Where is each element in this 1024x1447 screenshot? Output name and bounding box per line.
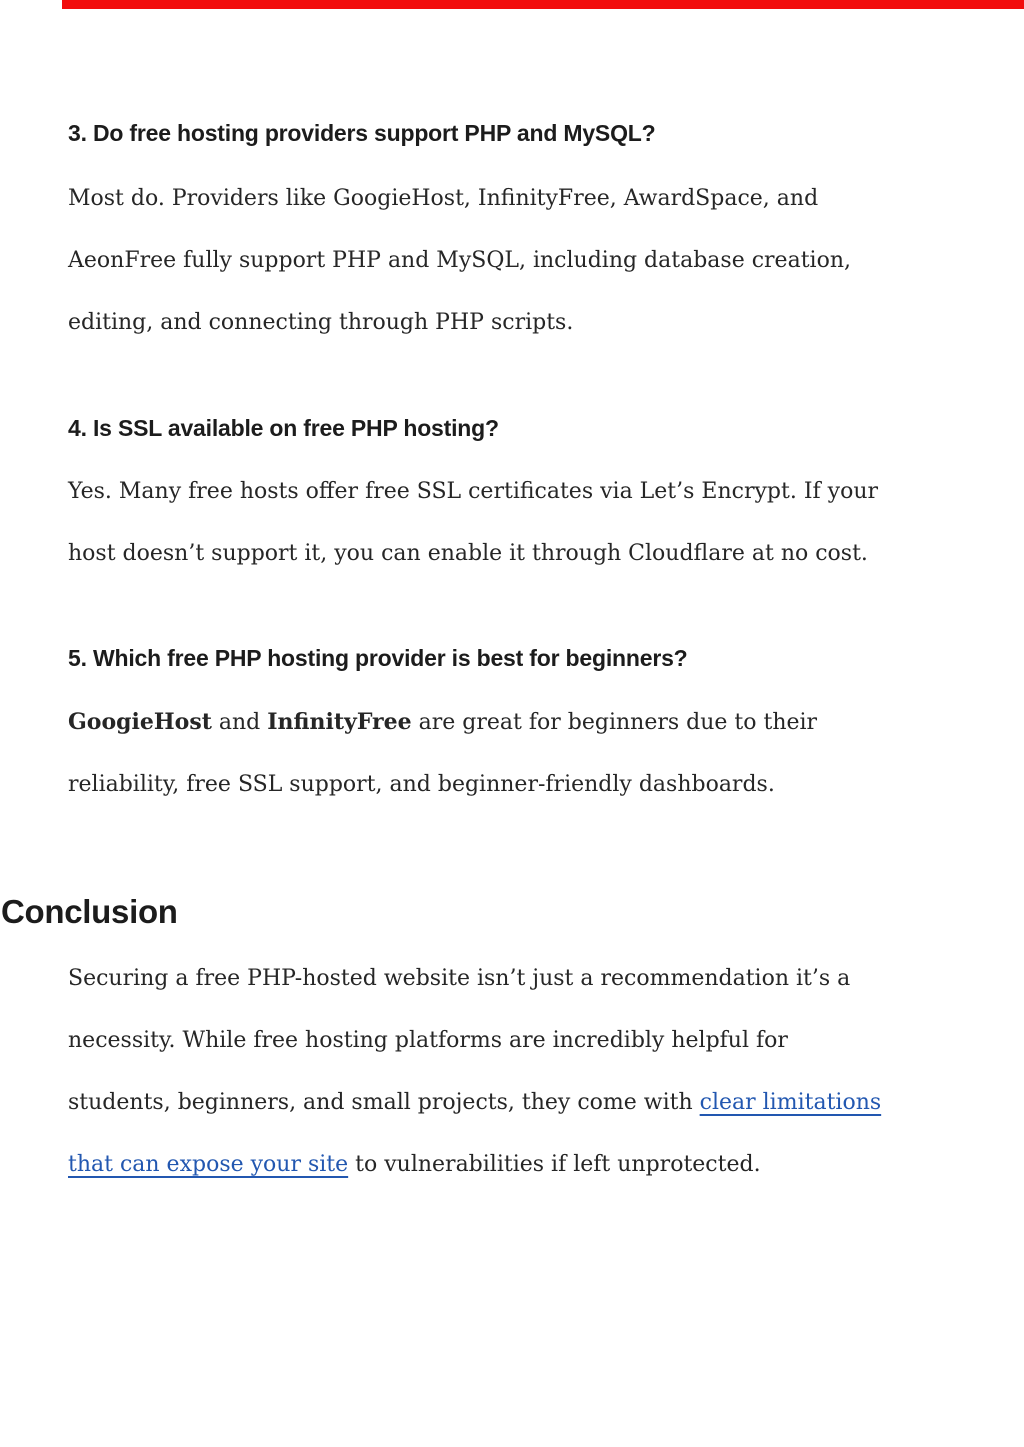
paragraph-line: Yes. Many free hosts offer free SSL certificates via Let’s Encrypt. If your xyxy=(68,479,879,504)
clear-limitations-link[interactable]: clear limitations xyxy=(699,1090,882,1115)
faq-question-5-heading: 5. Which free PHP hosting provider is best for beginners? xyxy=(68,645,688,671)
faq-answer-5 xyxy=(68,691,817,816)
paragraph-text: students, beginners, and small projects, they come with xyxy=(68,1090,700,1115)
brand-name-bold: InfinityFree xyxy=(267,709,412,735)
paragraph-line: AeonFree fully support PHP and MySQL, including database creation, xyxy=(68,248,851,273)
top-red-bar xyxy=(62,0,1024,9)
faq-answer-3 xyxy=(68,168,851,354)
conclusion-paragraph xyxy=(68,948,881,1196)
paragraph-text: to vulnerabilities if left unprotected. xyxy=(348,1152,761,1177)
expose-your-site-link[interactable]: that can expose your site xyxy=(68,1152,349,1177)
paragraph-text: and xyxy=(211,710,268,735)
faq-question-4-heading: 4. Is SSL available on free PHP hosting? xyxy=(68,415,499,441)
conclusion-heading: Conclusion xyxy=(1,893,178,930)
faq-answer-4 xyxy=(68,461,878,585)
paragraph-line: Most do. Providers like GoogieHost, InfinityFree, AwardSpace, and xyxy=(68,186,819,211)
brand-name-bold: GoogieHost xyxy=(68,709,212,735)
paragraph-line: Securing a free PHP-hosted website isn’t just a recommendation it’s a xyxy=(68,966,851,991)
paragraph-line: editing, and connecting through PHP scripts. xyxy=(68,310,574,335)
paragraph-line: reliability, free SSL support, and beginner-friendly dashboards. xyxy=(68,772,775,797)
paragraph-line: host doesn’t support it, you can enable it through Cloudflare at no cost. xyxy=(68,541,868,566)
paragraph-line xyxy=(68,691,817,754)
paragraph-text: are great for beginners due to their xyxy=(411,710,818,735)
faq-question-3-heading: 3. Do free hosting providers support PHP and MySQL? xyxy=(68,120,656,146)
paragraph-line: necessity. While free hosting platforms are incredibly helpful for xyxy=(68,1028,788,1053)
paragraph-line xyxy=(68,1072,881,1134)
paragraph-line xyxy=(68,1134,881,1196)
